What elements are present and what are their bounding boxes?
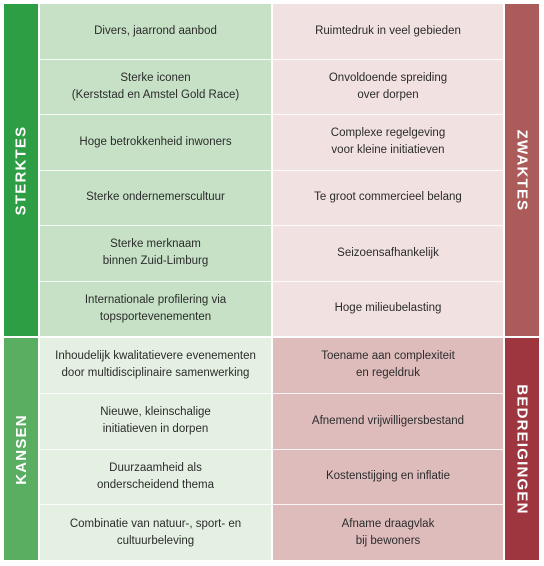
weaknesses-item: Te groot commercieel belang (273, 170, 503, 226)
opportunities-item: Nieuwe, kleinschalige initiatieven in dorpen (40, 393, 271, 449)
weaknesses-item: Hoge milieubelasting (273, 281, 503, 337)
strengths-item: Divers, jaarrond aanbod (40, 4, 271, 59)
threats-item: Afname draagvlak bij bewoners (273, 504, 503, 560)
strengths-list (40, 4, 271, 336)
weaknesses-bar (505, 4, 539, 336)
weaknesses-item: Onvoldoende spreiding over dorpen (273, 59, 503, 115)
weaknesses-list (273, 4, 503, 336)
strengths-item: Sterke iconen (Kerststad en Amstel Gold Race) (40, 59, 271, 115)
weaknesses-item: Ruimtedruk in veel gebieden (273, 4, 503, 59)
threats-item: Toename aan complexiteit en regeldruk (273, 338, 503, 393)
weaknesses-item: Complexe regelgeving voor kleine initiatieven (273, 114, 503, 170)
opportunities-title: KANSEN (12, 413, 30, 485)
opportunities-list (40, 338, 271, 560)
strengths-item: Internationale profilering via topsportevenementen (40, 281, 271, 337)
weaknesses-item: Seizoensafhankelijk (273, 225, 503, 281)
threats-list (273, 338, 503, 560)
strengths-item: Hoge betrokkenheid inwoners (40, 114, 271, 170)
opportunities-item: Inhoudelijk kwalitatievere evenementen door multidisciplinaire samenwerking (40, 338, 271, 393)
threats-item: Kostenstijging en inflatie (273, 449, 503, 505)
opportunities-bar (4, 338, 38, 560)
weaknesses-title: ZWAKTES (513, 129, 531, 211)
threats-bar (505, 338, 539, 560)
opportunities-item: Combinatie van natuur-, sport- en cultuurbeleving (40, 504, 271, 560)
threats-title: BEDREIGINGEN (513, 383, 531, 515)
strengths-item: Sterke merknaam binnen Zuid-Limburg (40, 225, 271, 281)
opportunities-item: Duurzaamheid als onderscheidend thema (40, 449, 271, 505)
threats-item: Afnemend vrijwilligersbestand (273, 393, 503, 449)
strengths-title: STERKTES (12, 125, 30, 215)
strengths-item: Sterke ondernemerscultuur (40, 170, 271, 226)
strengths-bar (4, 4, 38, 336)
